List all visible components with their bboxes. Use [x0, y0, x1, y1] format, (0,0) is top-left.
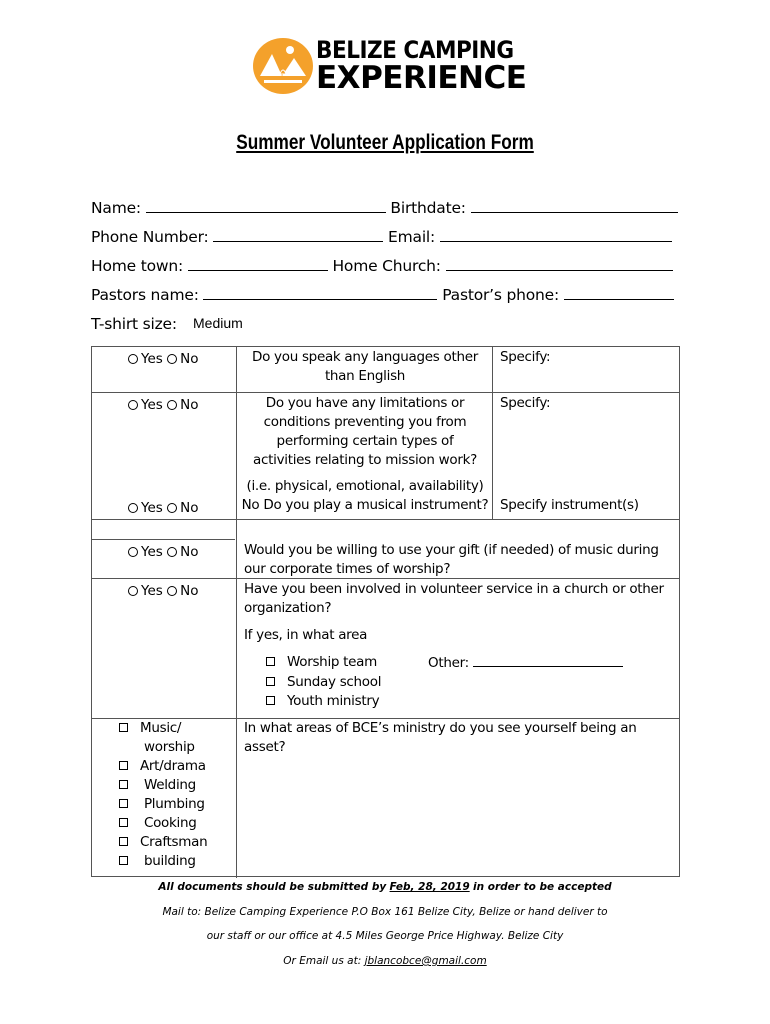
footer-deadline	[0, 881, 770, 893]
phone-field[interactable]	[213, 227, 383, 242]
name-label: Name:	[91, 199, 141, 217]
volunteer-yes-no	[128, 583, 198, 599]
no-radio[interactable]	[167, 400, 177, 410]
no-radio[interactable]	[167, 503, 177, 513]
yes-radio[interactable]	[128, 586, 138, 596]
no-radio[interactable]	[167, 354, 177, 364]
no-label: No	[180, 544, 199, 560]
logo-line-1: BELIZE CAMPING	[316, 36, 514, 64]
page-title: Summer Volunteer Application Form	[236, 131, 534, 154]
birthdate-label: Birthdate:	[390, 199, 466, 217]
if-yes-label: If yes, in what area	[244, 627, 368, 643]
email-field[interactable]	[440, 227, 672, 242]
name-row	[91, 198, 678, 217]
email-pre: Or Email us at:	[283, 955, 362, 967]
gift-yes-no	[128, 544, 198, 560]
checkbox[interactable]	[119, 856, 128, 865]
pastor-name-field[interactable]	[203, 285, 437, 300]
checkbox[interactable]	[266, 696, 275, 705]
pastor-row	[91, 285, 674, 304]
checkbox[interactable]	[266, 657, 275, 666]
skill-item[interactable]	[119, 776, 229, 795]
skills-list	[119, 719, 229, 871]
yes-radio[interactable]	[128, 354, 138, 364]
pastor-name-label: Pastors name:	[91, 286, 199, 304]
instrument-question: No Do you play a musical instrument?	[241, 497, 489, 513]
yes-radio[interactable]	[128, 503, 138, 513]
bce-asset-question: In what areas of BCE’s ministry do you see yourself being an asset?	[244, 720, 637, 755]
yes-label: Yes	[141, 583, 163, 599]
area-label: Worship team	[286, 654, 377, 670]
area-option-worship[interactable]	[266, 653, 377, 672]
skill-label: Craftsman	[139, 834, 208, 850]
row-divider	[92, 519, 679, 520]
column-divider	[236, 347, 237, 878]
no-radio[interactable]	[167, 586, 177, 596]
area-option-youth[interactable]	[266, 692, 379, 711]
yes-radio[interactable]	[128, 547, 138, 557]
skill-label: building	[143, 853, 196, 869]
area-option-sunday-school[interactable]	[266, 673, 381, 692]
skill-item-cont: worship	[144, 739, 195, 755]
tshirt-label: T-shirt size:	[91, 315, 177, 333]
skill-item[interactable]	[119, 852, 229, 871]
volunteer-question: Have you been involved in volunteer service in a church or other organization?	[244, 581, 664, 616]
skill-item[interactable]	[119, 833, 229, 852]
pastor-phone-label: Pastor’s phone:	[442, 286, 560, 304]
tshirt-row	[91, 315, 177, 333]
area-label: Sunday school	[286, 674, 382, 690]
limitations-specify[interactable]: Specify:	[500, 395, 551, 411]
skill-item[interactable]	[119, 795, 229, 814]
checkbox[interactable]	[266, 677, 275, 686]
limitations-yes-no	[128, 397, 198, 413]
logo	[252, 36, 527, 96]
instrument-yes-no	[128, 500, 198, 516]
hometown-field[interactable]	[188, 256, 328, 271]
skill-label: Cooking	[143, 815, 197, 831]
yes-label: Yes	[141, 500, 163, 516]
no-label: No	[180, 583, 199, 599]
name-field[interactable]	[146, 198, 386, 213]
deadline-post: in order to be accepted	[473, 881, 612, 893]
row-divider	[92, 392, 679, 393]
logo-line-2: EXPERIENCE	[316, 60, 527, 96]
campfire-logo-icon	[252, 36, 314, 96]
skill-item[interactable]	[119, 719, 229, 738]
phone-row	[91, 227, 672, 246]
skill-label: Welding	[143, 777, 196, 793]
checkbox[interactable]	[119, 780, 128, 789]
no-label: No	[180, 351, 199, 367]
yes-label: Yes	[141, 544, 163, 560]
skill-label: Music/	[139, 720, 182, 736]
languages-question: Do you speak any languages other than English	[252, 349, 478, 384]
yes-label: Yes	[141, 351, 163, 367]
checkbox[interactable]	[119, 799, 128, 808]
footer-office: our staff or our office at 4.5 Miles George Price Highway. Belize City	[206, 930, 564, 942]
checkbox[interactable]	[119, 761, 128, 770]
checkbox[interactable]	[119, 837, 128, 846]
column-divider	[492, 347, 493, 519]
skill-label: Plumbing	[143, 796, 205, 812]
skill-item[interactable]	[119, 814, 229, 833]
email-label: Email:	[388, 228, 436, 246]
checkbox[interactable]	[119, 723, 128, 732]
other-field[interactable]	[473, 653, 623, 667]
phone-label: Phone Number:	[91, 228, 209, 246]
birthdate-field[interactable]	[471, 198, 678, 213]
area-label: Youth ministry	[286, 693, 380, 709]
deadline-pre: All documents should be submitted by	[158, 881, 387, 893]
limitations-note: (i.e. physical, emotional, availability)	[246, 478, 484, 494]
no-label: No	[180, 500, 199, 516]
languages-specify[interactable]: Specify:	[500, 349, 551, 365]
skill-item[interactable]	[119, 757, 229, 776]
questions-table	[91, 346, 680, 877]
hometown-row	[91, 256, 673, 275]
home-church-field[interactable]	[446, 256, 673, 271]
skill-label: Art/drama	[139, 758, 206, 774]
footer-mail: Mail to: Belize Camping Experience P.O Box 161 Belize City, Belize or hand deliver to	[162, 906, 608, 918]
languages-yes-no	[128, 351, 198, 367]
yes-label: Yes	[141, 397, 163, 413]
no-radio[interactable]	[167, 547, 177, 557]
deadline-date: Feb, 28, 2019	[389, 881, 470, 893]
tshirt-value[interactable]: Medium	[193, 315, 243, 331]
pastor-phone-field[interactable]	[564, 285, 674, 300]
instrument-specify[interactable]: Specify instrument(s)	[500, 497, 639, 513]
other-label: Other:	[428, 655, 469, 671]
footer-email	[0, 955, 770, 967]
home-church-label: Home Church:	[332, 257, 441, 275]
row-divider	[92, 539, 235, 540]
yes-radio[interactable]	[128, 400, 138, 410]
hometown-label: Home town:	[91, 257, 183, 275]
other-area	[428, 653, 623, 673]
limitations-question: Do you have any limitations or conditions preventing you from performing certain types of activities relating to mission work?	[253, 395, 477, 468]
email-link[interactable]: jblancobce@gmail.com	[364, 955, 487, 967]
gift-question: Would you be willing to use your gift (if needed) of music during our corporate times of worship?	[244, 542, 659, 577]
checkbox[interactable]	[119, 818, 128, 827]
no-label: No	[180, 397, 199, 413]
